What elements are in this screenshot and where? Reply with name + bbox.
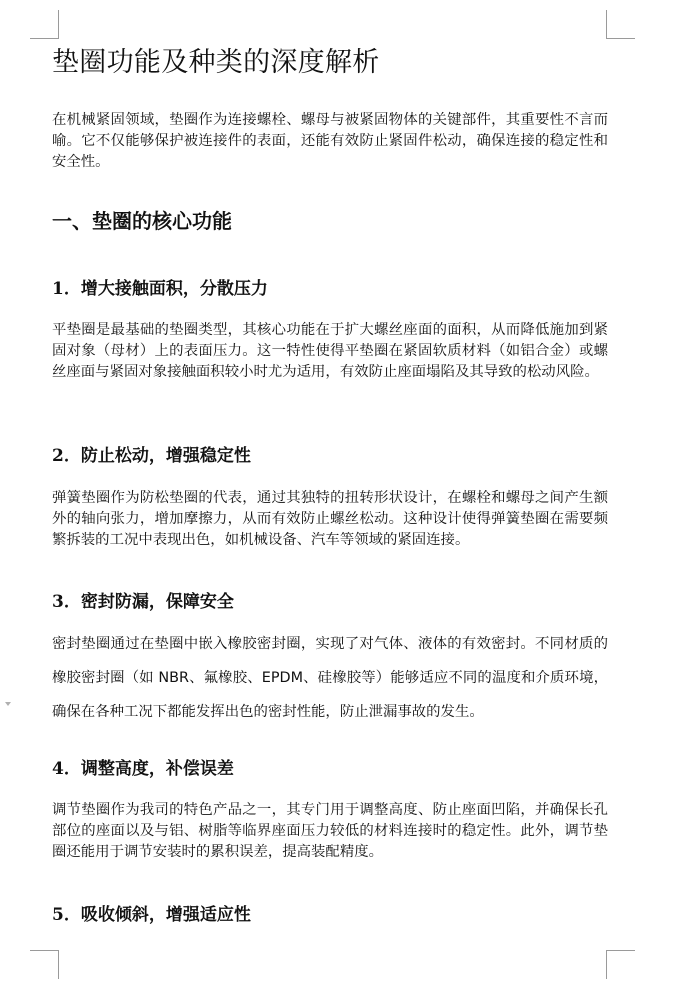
collapse-arrow-icon[interactable] — [5, 702, 11, 706]
crop-mark-bottom-left — [30, 950, 59, 979]
item-body-4: 调节垫圈作为我司的特色产品之一，其专门用于调整高度、防止座面凹陷，并确保长孔部位的座面以及与铝、树脂等临界座面压力较低的材料连接时的稳定性。此外，调节垫圈还能用于调节安装时的累积误差，提高装配精度。 — [52, 802, 608, 860]
item-heading-4: 4．调整高度，补偿误差 — [52, 759, 234, 779]
item-body-3: 密封垫圈通过在垫圈中嵌入橡胶密封圈，实现了对气体、液体的有效密封。不同材质的橡胶密封圈（如 NBR、氟橡胶、EPDM、硅橡胶等）能够适应不同的温度和介质环境，确保在各种工况下都能发挥出色的密封性能，防止泄漏事故的发生。 — [52, 636, 608, 720]
item-heading-2: 2．防止松动，增强稳定性 — [52, 446, 251, 466]
item-heading-1: 1．增大接触面积，分散压力 — [52, 279, 268, 299]
intro-paragraph: 在机械紧固领域，垫圈作为连接螺栓、螺母与被紧固物体的关键部件，其重要性不言而喻。它不仅能够保护被连接件的表面，还能有效防止紧固件松动，确保连接的稳定性和安全性。 — [52, 112, 608, 170]
document-title: 垫圈功能及种类的深度解析 — [52, 47, 380, 78]
item-body-2: 弹簧垫圈作为防松垫圈的代表，通过其独特的扭转形状设计，在螺栓和螺母之间产生额外的轴向张力，增加摩擦力，从而有效防止螺丝松动。这种设计使得弹簧垫圈在需要频繁拆装的工况中表现出色，如机械设备、汽车等领域的紧固连接。 — [52, 490, 608, 548]
item-body-1: 平垫圈是最基础的垫圈类型，其核心功能在于扩大螺丝座面的面积，从而降低施加到紧固对象（母材）上的表面压力。这一特性使得平垫圈在紧固软质材料（如铝合金）或螺丝座面与紧固对象接触面积较小时尤为适用，有效防止座面塌陷及其导致的松动风险。 — [52, 322, 608, 380]
item-heading-3: 3．密封防漏，保障安全 — [52, 592, 234, 612]
item-heading-5: 5．吸收倾斜，增强适应性 — [52, 905, 251, 925]
crop-mark-top-left — [30, 10, 59, 39]
crop-mark-top-right — [606, 10, 635, 39]
crop-mark-bottom-right — [606, 950, 635, 979]
section-heading: 一、垫圈的核心功能 — [52, 209, 232, 233]
